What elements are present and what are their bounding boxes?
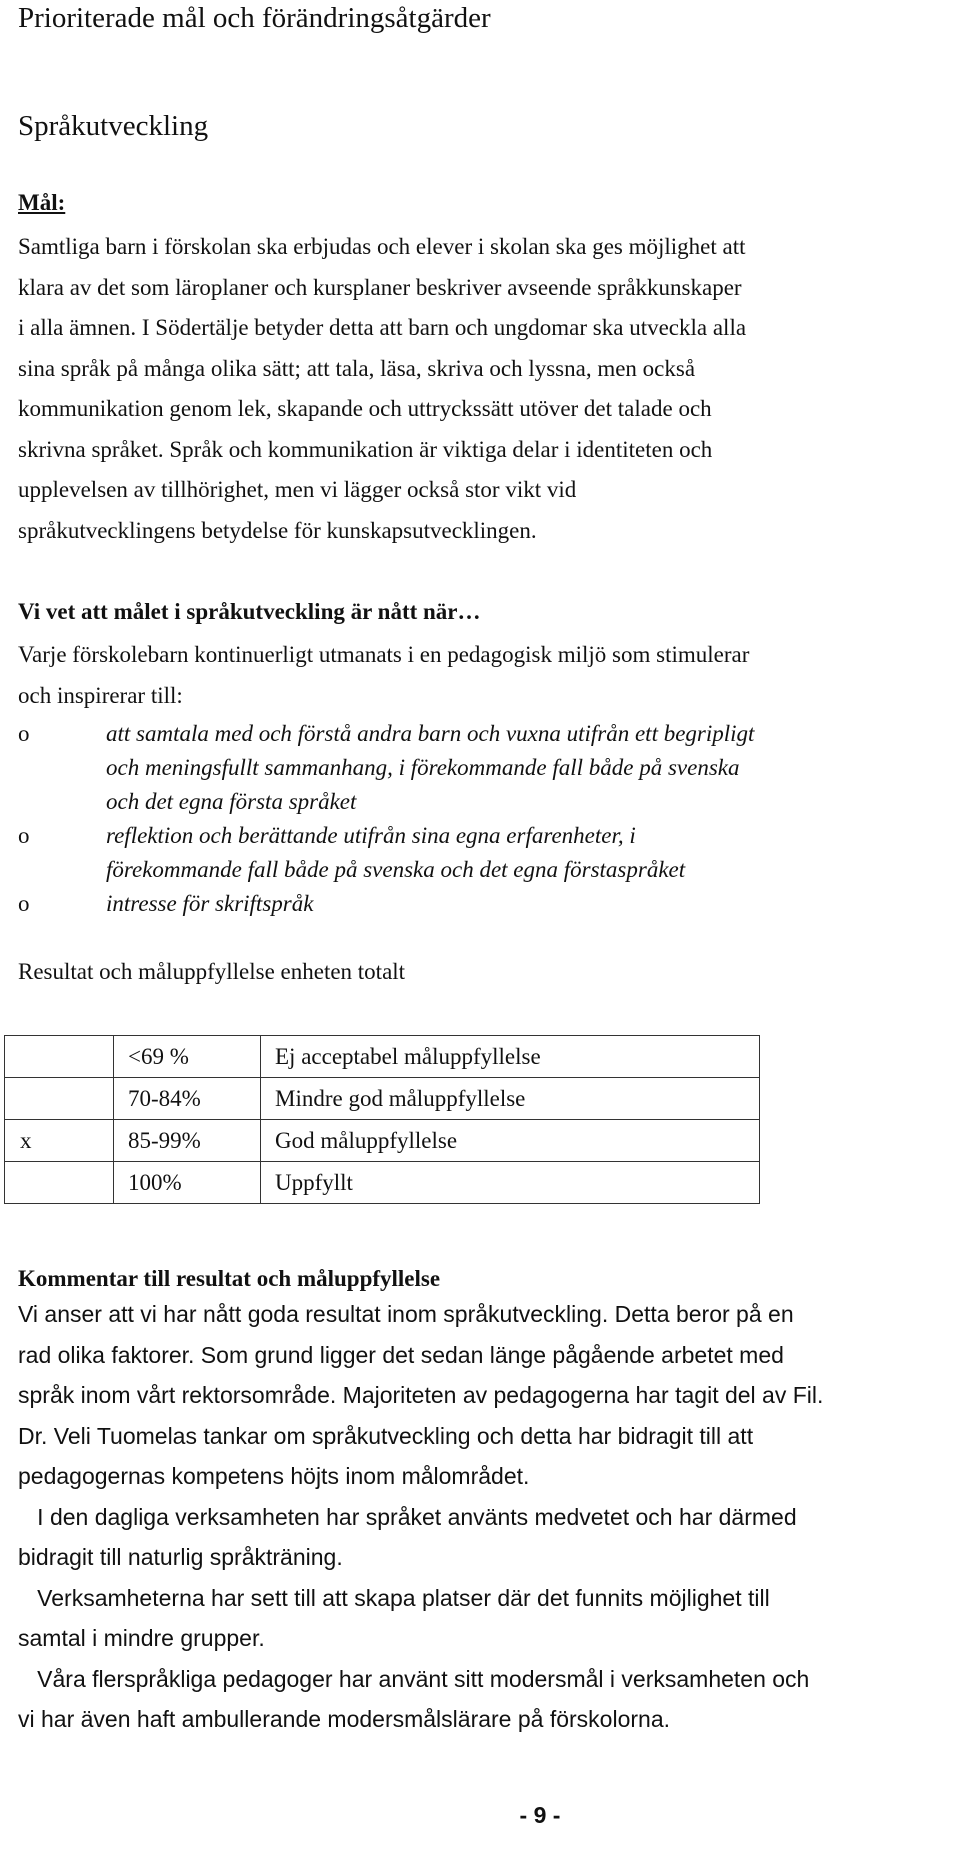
mark-cell xyxy=(5,1162,114,1204)
comment-line: I den dagliga verksamheten har språket använts medvetet och har därmed xyxy=(18,1503,797,1530)
comment-line: bidragit till naturlig språkträning. xyxy=(18,1544,343,1570)
comment-line: Våra flerspråkliga pedagoger har använt sitt modersmål i verksamheten och xyxy=(18,1665,810,1692)
range-cell: <69 % xyxy=(114,1036,261,1078)
table-row xyxy=(5,1120,760,1162)
goal-line: språkutvecklingens betydelse för kunskapsutvecklingen. xyxy=(18,517,537,543)
achieved-heading: Vi vet att målet i språkutveckling är nått när… xyxy=(18,599,481,624)
goal-line: kommunikation genom lek, skapande och uttryckssätt utöver det talade och xyxy=(18,396,712,421)
comment-line: Dr. Veli Tuomelas tankar om språkutveckling och detta har bidragit till att xyxy=(18,1422,754,1449)
goal-line: upplevelsen av tillhörighet, men vi lägger också stor vikt vid xyxy=(18,477,577,502)
bullet-line: intresse för skriftspråk xyxy=(106,891,314,916)
achieved-intro xyxy=(18,635,948,716)
goal-line: i alla ämnen. I Södertälje betyder detta att barn och ungdomar ska utveckla alla xyxy=(18,315,747,340)
comment-line: Vi anser att vi har nått goda resultat inom språkutveckling. Detta beror på en xyxy=(18,1301,794,1327)
range-cell: 100% xyxy=(114,1162,261,1204)
goal-line: klara av det som läroplaner och kursplaner beskriver avseende språkkunskaper xyxy=(18,274,742,300)
bullet-line: att samtala med och förstå andra barn och vuxna utifrån ett begripligt xyxy=(106,721,755,746)
comment-line: vi har även haft ambullerande modersmålslärare på förskolorna. xyxy=(18,1706,670,1732)
list-item xyxy=(18,819,948,887)
list-item xyxy=(18,887,948,921)
description-cell: Mindre god måluppfyllelse xyxy=(261,1078,760,1120)
description-cell: Uppfyllt xyxy=(261,1162,760,1204)
results-table xyxy=(4,1035,760,1204)
list-item xyxy=(18,717,948,819)
bullet-line: förekommande fall både på svenska och det egna förstaspråket xyxy=(106,857,686,882)
results-title: Resultat och måluppfyllelse enheten totalt xyxy=(18,959,406,984)
page-heading: Prioriterade mål och förändringsåtgärder xyxy=(18,2,491,34)
comment-heading: Kommentar till resultat och måluppfyllelse xyxy=(18,1266,441,1291)
bullet-line: reflektion och berättande utifrån sina egna erfarenheter, i xyxy=(106,823,636,848)
comment-paragraph xyxy=(18,1294,953,1740)
description-cell: God måluppfyllelse xyxy=(261,1120,760,1162)
bullet-line: och meningsfullt sammanhang, i förekommande fall både på svenska xyxy=(106,755,740,780)
table-row xyxy=(5,1162,760,1204)
mark-cell xyxy=(5,1036,114,1078)
goal-line: sina språk på många olika sätt; att tala, läsa, skriva och lyssna, men också xyxy=(18,355,696,381)
bullet-marker: o xyxy=(18,891,30,916)
bullet-list xyxy=(18,717,948,921)
comment-line: pedagogernas kompetens höjts inom målområdet. xyxy=(18,1463,530,1489)
range-cell: 85-99% xyxy=(114,1120,261,1162)
comment-line: rad olika faktorer. Som grund ligger det sedan länge pågående arbetet med xyxy=(18,1341,784,1368)
bullet-marker: o xyxy=(18,823,30,848)
goal-line: Samtliga barn i förskolan ska erbjudas och elever i skolan ska ges möjlighet att xyxy=(18,234,746,259)
section-title: Språkutveckling xyxy=(18,110,209,142)
bullet-marker: o xyxy=(18,721,30,746)
comment-line: Verksamheterna har sett till att skapa platser där det funnits möjlighet till xyxy=(18,1584,770,1611)
mark-cell: x xyxy=(5,1120,114,1162)
intro-line: och inspirerar till: xyxy=(18,682,183,708)
bullet-line: och det egna första språket xyxy=(106,789,357,814)
comment-line: samtal i mindre grupper. xyxy=(18,1625,265,1651)
mark-cell xyxy=(5,1078,114,1120)
goal-line: skrivna språket. Språk och kommunikation är viktiga delar i identiteten och xyxy=(18,436,713,462)
table-row xyxy=(5,1036,760,1078)
range-cell: 70-84% xyxy=(114,1078,261,1120)
goal-label: Mål: xyxy=(18,190,66,215)
goal-paragraph xyxy=(18,227,948,551)
table-row xyxy=(5,1078,760,1120)
page-number: - 9 - xyxy=(519,1802,561,1828)
description-cell: Ej acceptabel måluppfyllelse xyxy=(261,1036,760,1078)
comment-line: språk inom vårt rektorsområde. Majoriteten av pedagogerna har tagit del av Fil. xyxy=(18,1382,824,1408)
intro-line: Varje förskolebarn kontinuerligt utmanats i en pedagogisk miljö som stimulerar xyxy=(18,642,750,667)
